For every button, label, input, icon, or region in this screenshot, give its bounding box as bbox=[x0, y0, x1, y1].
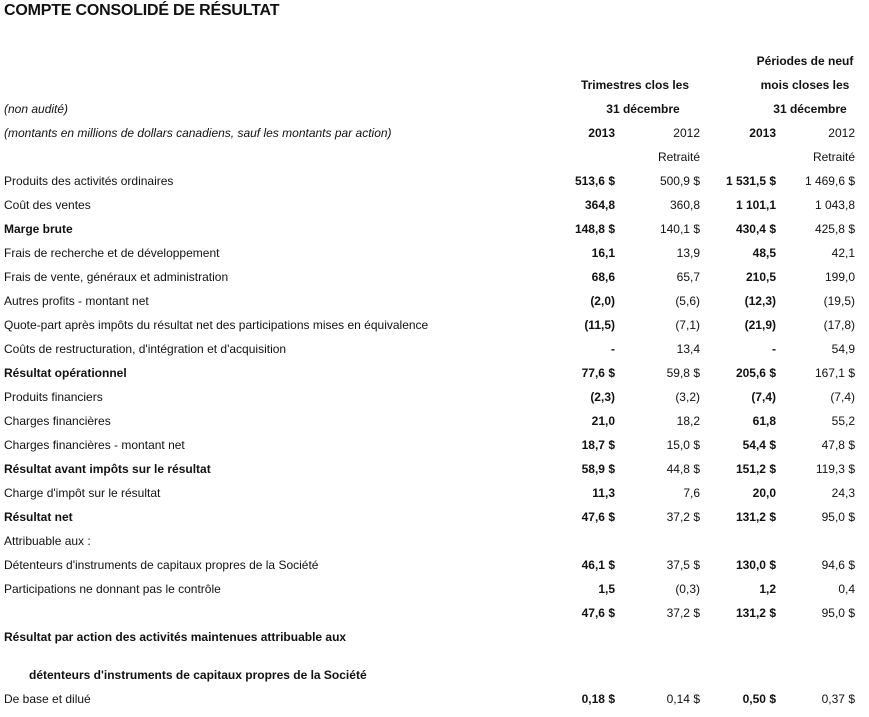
row-value-q2012: 37,5 $ bbox=[666, 558, 700, 572]
quarters-header-line1: Trimestres clos les bbox=[580, 78, 690, 92]
row-value-9m2013: 130,0 $ bbox=[735, 558, 776, 572]
row-value-9m2013: 430,4 $ bbox=[735, 222, 776, 236]
row-value-9m2013: 1 531,5 $ bbox=[725, 174, 776, 188]
row-label: Détenteurs d'instruments de capitaux propres de la Société bbox=[4, 558, 319, 572]
col4-restated: Retraité bbox=[812, 150, 855, 164]
row-value-q2013: - bbox=[611, 342, 615, 356]
eps-label: De base et dilué bbox=[4, 692, 91, 706]
row-value-q2013: 68,6 bbox=[591, 270, 615, 284]
row-value-9m2013: (12,3) bbox=[744, 294, 776, 308]
row-value-q2013: 11,3 bbox=[592, 486, 615, 500]
row-value-q2012: 65,7 bbox=[676, 270, 700, 284]
row-value-q2013: 47,6 $ bbox=[581, 510, 615, 524]
row-label: Charges financières bbox=[4, 414, 111, 428]
eps-value-q2013: 0,18 $ bbox=[581, 692, 615, 706]
row-label: Marge brute bbox=[4, 222, 73, 236]
row-value-q2013: 16,1 bbox=[591, 246, 615, 260]
row-value-q2013: 47,6 $ bbox=[581, 606, 615, 620]
row-value-q2012: 18,2 bbox=[676, 414, 700, 428]
row-value-q2013: (2,3) bbox=[590, 390, 615, 404]
quarters-header-line2: 31 décembre bbox=[606, 102, 680, 116]
row-value-9m2013: 20,0 bbox=[752, 486, 776, 500]
row-value-9m2013: 48,5 bbox=[752, 246, 776, 260]
col1-year: 2013 bbox=[588, 126, 615, 140]
row-label: Attribuable aux : bbox=[4, 534, 91, 548]
row-value-q2012: 140,1 $ bbox=[659, 222, 700, 236]
row-value-9m2013: 131,2 $ bbox=[735, 606, 776, 620]
row-label: Résultat net bbox=[4, 510, 73, 524]
row-value-9m2012: 54,9 bbox=[831, 342, 855, 356]
row-value-9m2012: 167,1 $ bbox=[814, 366, 855, 380]
row-value-q2012: 37,2 $ bbox=[666, 606, 700, 620]
ninemonths-header-line1: Périodes de neuf bbox=[756, 54, 854, 68]
row-value-9m2013: 131,2 $ bbox=[735, 510, 776, 524]
row-label: Frais de recherche et de développement bbox=[4, 246, 220, 260]
row-value-9m2012: 42,1 bbox=[831, 246, 855, 260]
row-value-9m2012: 95,0 $ bbox=[821, 510, 855, 524]
row-label: Coûts de restructuration, d'intégration et d'acquisition bbox=[4, 342, 287, 356]
row-value-q2013: (11,5) bbox=[584, 318, 615, 332]
row-value-9m2013: 210,5 bbox=[745, 270, 776, 284]
row-value-9m2012: 1 469,6 $ bbox=[804, 174, 855, 188]
row-value-q2013: (2,0) bbox=[590, 294, 615, 308]
ninemonths-header-line2: mois closes les bbox=[760, 78, 850, 92]
unaudited-note: (non audité) bbox=[4, 102, 69, 116]
row-value-9m2012: 24,3 bbox=[831, 486, 855, 500]
row-label: Produits financiers bbox=[4, 390, 103, 404]
ninemonths-header-line3: 31 décembre bbox=[773, 102, 847, 116]
row-value-9m2012: (19,5) bbox=[823, 294, 855, 308]
row-value-9m2012: (17,8) bbox=[823, 318, 855, 332]
row-label: Résultat opérationnel bbox=[4, 366, 127, 380]
eps-value-9m2013: 0,50 $ bbox=[742, 692, 776, 706]
row-label: Quote-part après impôts du résultat net des participations mises en équivalence bbox=[4, 318, 429, 332]
row-value-9m2012: 199,0 bbox=[824, 270, 855, 284]
row-value-q2013: 148,8 $ bbox=[574, 222, 615, 236]
row-label: Charges financières - montant net bbox=[4, 438, 185, 452]
row-value-q2012: 15,0 $ bbox=[666, 438, 700, 452]
row-value-q2013: 1,5 bbox=[598, 582, 615, 596]
row-value-9m2013: 61,8 bbox=[752, 414, 776, 428]
row-value-9m2012: 119,3 $ bbox=[815, 462, 855, 476]
eps-value-q2012: 0,14 $ bbox=[666, 692, 700, 706]
row-label: Participations ne donnant pas le contrôle bbox=[4, 582, 221, 596]
row-value-q2012: 13,9 bbox=[676, 246, 700, 260]
row-value-q2012: 59,8 $ bbox=[666, 366, 700, 380]
eps-heading-line1: Résultat par action des activités maintenues attribuable aux bbox=[4, 630, 347, 644]
col3-year: 2013 bbox=[749, 126, 776, 140]
row-label: Autres profits - montant net bbox=[4, 294, 149, 308]
row-value-9m2013: (21,9) bbox=[744, 318, 776, 332]
row-label: Charge d'impôt sur le résultat bbox=[4, 486, 161, 500]
row-value-q2012: 500,9 $ bbox=[659, 174, 700, 188]
row-value-q2013: 513,6 $ bbox=[574, 174, 615, 188]
row-value-9m2013: 205,6 $ bbox=[735, 366, 776, 380]
units-note: (montants en millions de dollars canadiens, sauf les montants par action) bbox=[4, 126, 392, 140]
row-value-q2012: 37,2 $ bbox=[666, 510, 700, 524]
row-value-q2012: 7,6 bbox=[683, 486, 700, 500]
row-value-q2012: (5,6) bbox=[675, 294, 700, 308]
row-value-9m2012: 94,6 $ bbox=[821, 558, 855, 572]
row-value-q2012: 13,4 bbox=[676, 342, 700, 356]
row-value-9m2013: 54,4 $ bbox=[742, 438, 776, 452]
row-label: Coût des ventes bbox=[4, 198, 91, 212]
row-label: Résultat avant impôts sur le résultat bbox=[4, 462, 211, 476]
eps-value-9m2012: 0,37 $ bbox=[821, 692, 855, 706]
row-value-q2013: 77,6 $ bbox=[581, 366, 615, 380]
row-value-q2013: 21,0 bbox=[591, 414, 615, 428]
row-value-9m2012: 425,8 $ bbox=[814, 222, 855, 236]
row-label: Produits des activités ordinaires bbox=[4, 174, 174, 188]
row-value-q2012: 360,8 bbox=[669, 198, 700, 212]
eps-heading-line2: détenteurs d'instruments de capitaux propres de la Société bbox=[29, 668, 367, 682]
row-value-9m2012: (7,4) bbox=[830, 390, 855, 404]
row-value-q2012: (3,2) bbox=[675, 390, 700, 404]
row-value-q2013: 18,7 $ bbox=[581, 438, 615, 452]
row-value-9m2013: 1 101,1 bbox=[735, 198, 776, 212]
row-value-q2013: 46,1 $ bbox=[581, 558, 615, 572]
row-value-9m2013: - bbox=[772, 342, 776, 356]
row-value-9m2013: (7,4) bbox=[751, 390, 776, 404]
row-value-9m2012: 95,0 $ bbox=[821, 606, 855, 620]
row-value-9m2012: 1 043,8 bbox=[814, 198, 855, 212]
row-value-9m2012: 0,4 bbox=[838, 582, 855, 596]
row-value-q2013: 364,8 bbox=[584, 198, 615, 212]
row-value-q2012: (7,1) bbox=[675, 318, 700, 332]
row-value-q2012: 44,8 $ bbox=[666, 462, 700, 476]
col2-year: 2012 bbox=[673, 126, 700, 140]
row-label: Frais de vente, généraux et administration bbox=[4, 270, 229, 284]
statement-title: COMPTE CONSOLIDÉ DE RÉSULTAT bbox=[4, 2, 280, 19]
row-value-9m2012: 47,8 $ bbox=[821, 438, 855, 452]
row-value-9m2012: 55,2 bbox=[831, 414, 855, 428]
row-value-9m2013: 1,2 bbox=[759, 582, 776, 596]
row-value-q2012: (0,3) bbox=[675, 582, 700, 596]
col4-year: 2012 bbox=[828, 126, 855, 140]
row-value-q2013: 58,9 $ bbox=[581, 462, 615, 476]
col2-restated: Retraité bbox=[657, 150, 700, 164]
row-value-9m2013: 151,2 $ bbox=[735, 462, 776, 476]
